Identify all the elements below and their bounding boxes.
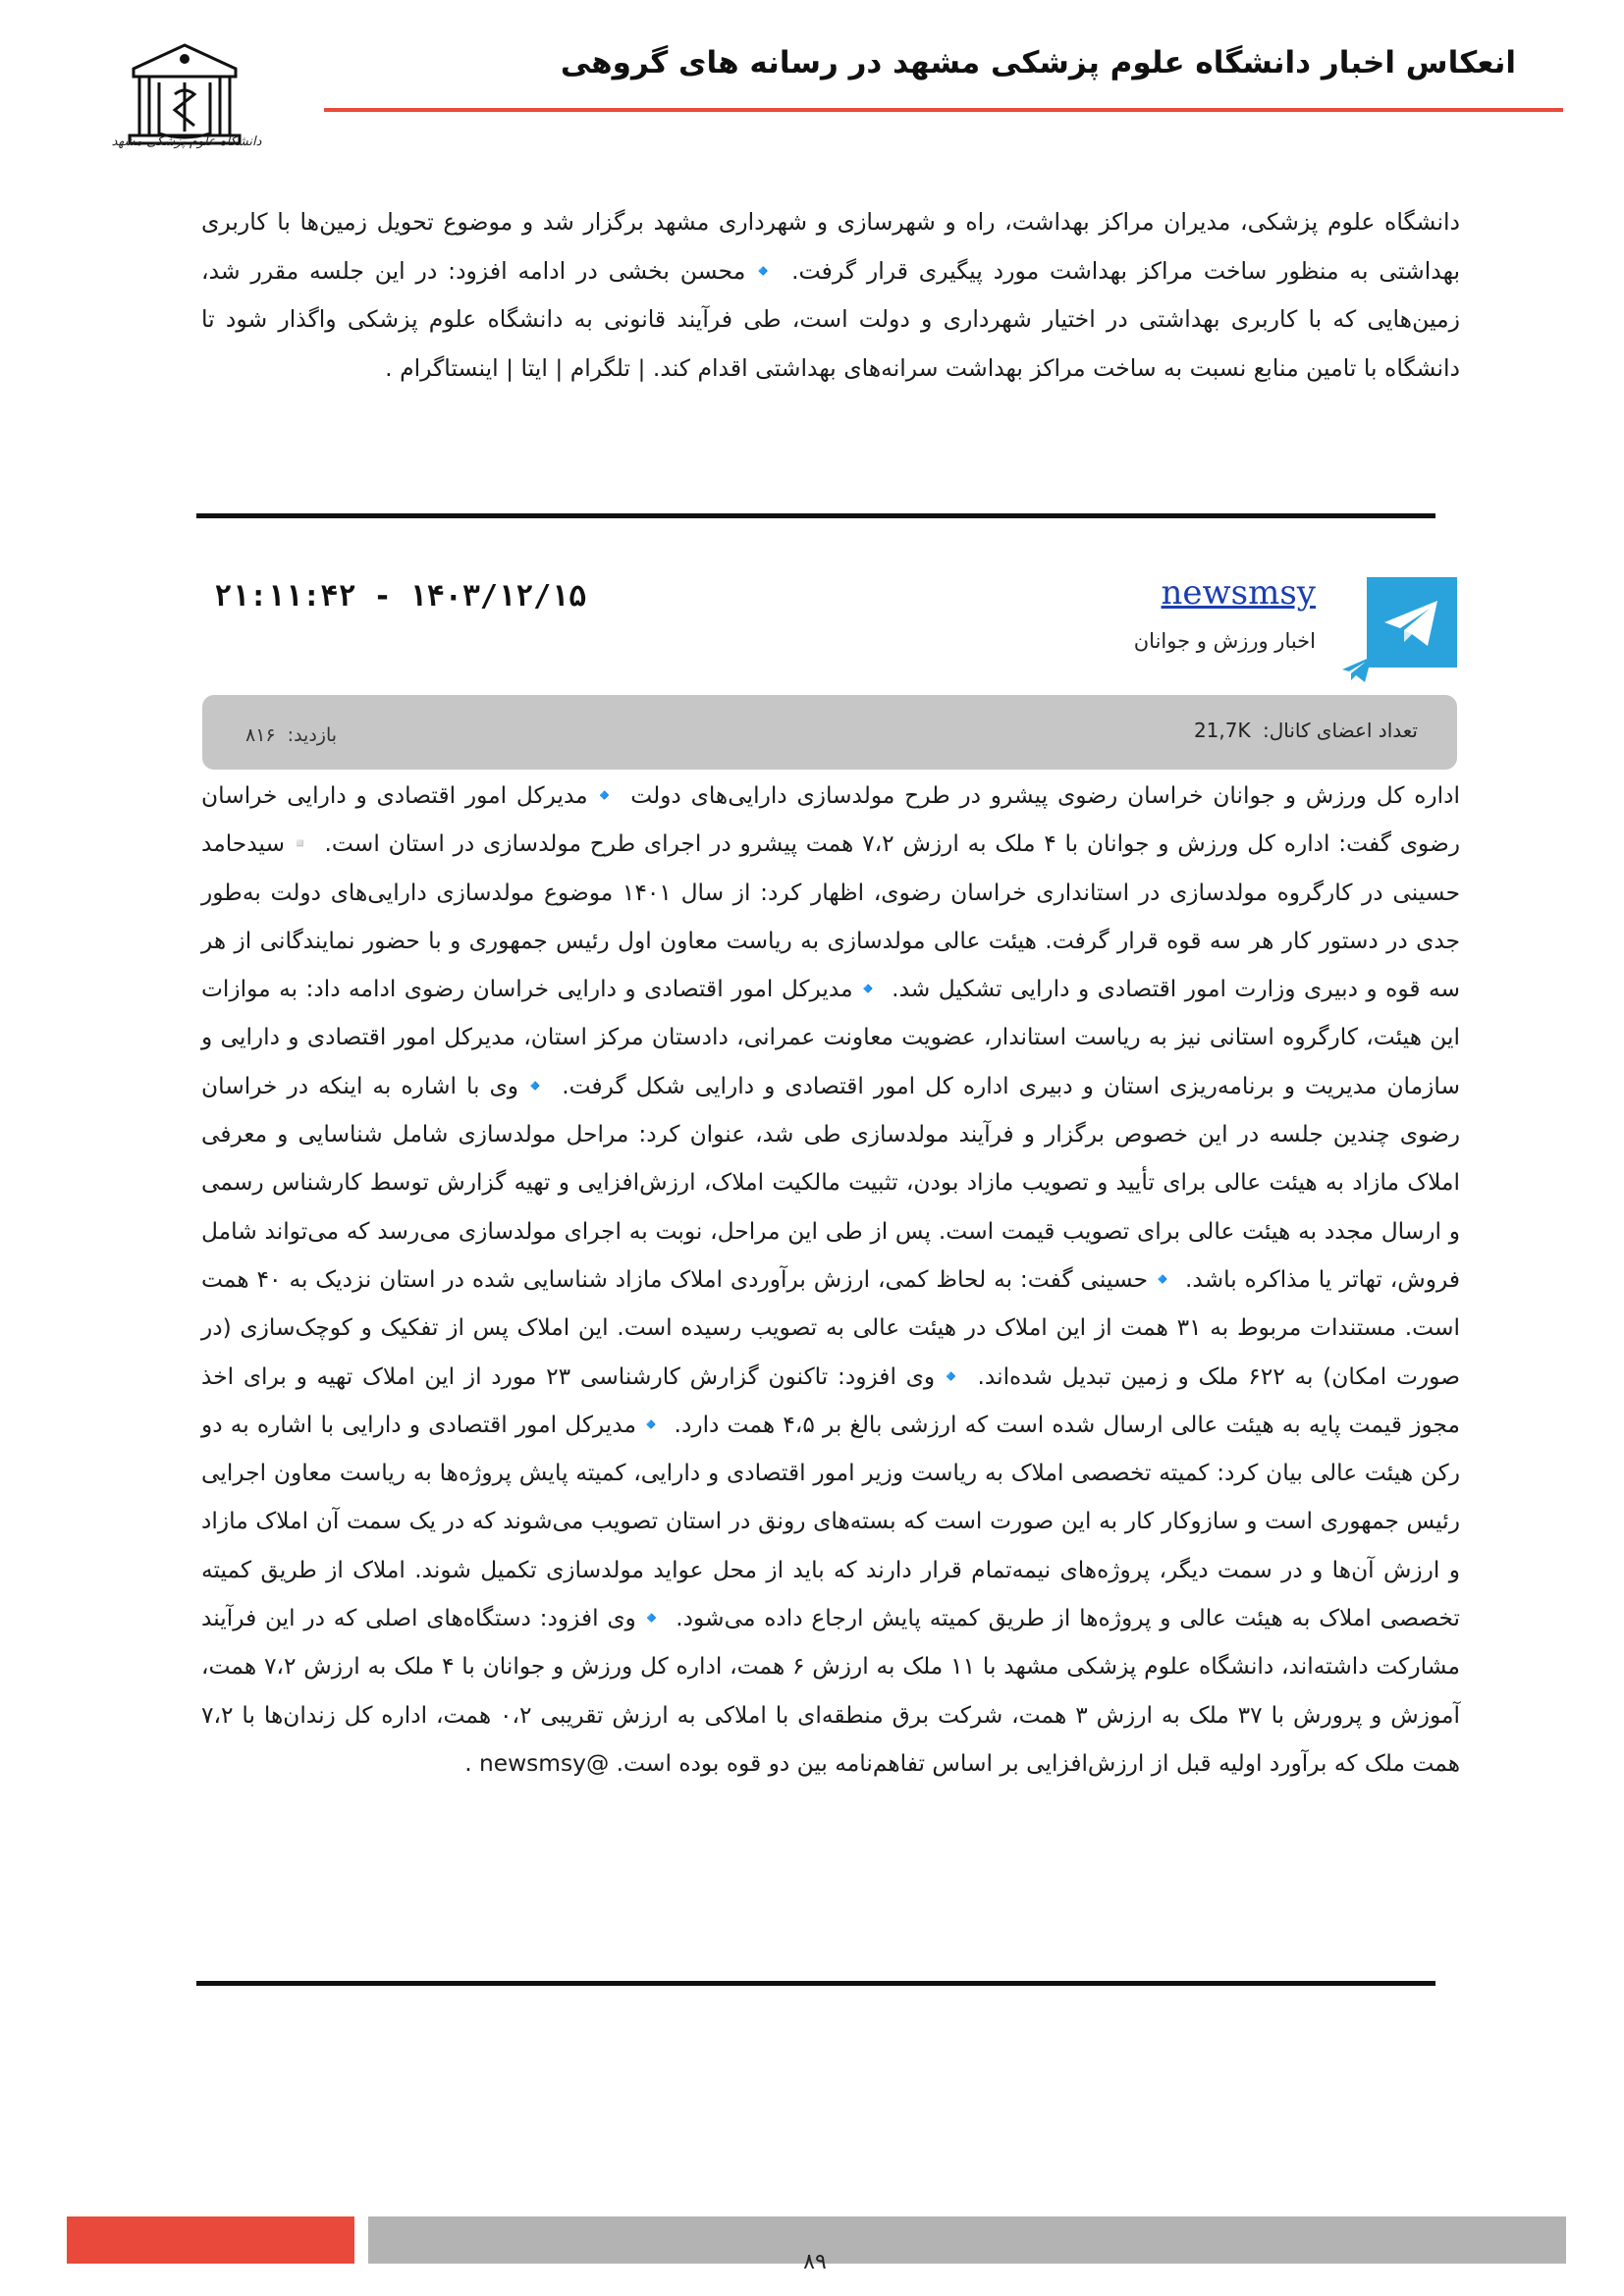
channel-description: اخبار ورزش و جوانان — [1133, 629, 1316, 653]
telegram-plane-icon — [1339, 652, 1375, 687]
page-number: ۸۹ — [803, 2250, 827, 2274]
logo-caption: دانشگاه علوم پزشکی مشهد — [111, 134, 262, 149]
telegram-icon[interactable] — [1367, 577, 1457, 667]
page-title: انعکاس اخبار دانشگاه علوم پزشکی مشهد در رسانه های گروهی — [560, 45, 1516, 80]
views-label: بازدید: — [287, 724, 338, 746]
views-count — [245, 724, 337, 746]
views-value: ۸۱۶ — [245, 724, 276, 746]
members-label: تعداد اعضای کانال: — [1262, 719, 1418, 742]
members-count — [1194, 719, 1418, 742]
channel-name-link[interactable]: newsmsy — [1161, 573, 1316, 613]
channel-stats-bar — [202, 695, 1457, 770]
members-value: 21,7K — [1193, 719, 1251, 742]
post-separator — [196, 513, 1435, 518]
header-rule — [324, 108, 1563, 112]
post-body-text: اداره کل ورزش و جوانان خراسان رضوی پیشرو در طرح مولدسازی دارایی‌های دولت 🔹مدیرکل امور اقتصادی و دارایی خراسان رضوی گفت: اداره کل ورزش و جوانان با ۴ ملک به ارزش ۷،۲ همت پیشرو در اجرای طرح مولدسازی در استان است. ▫️سیدحامد حسینی در کارگروه مولدسازی در استانداری خراسان رضوی، اظهار کرد: از سال ۱۴۰۱ موضوع مولدسازی دارایی‌های دولت به‌طور جدی در دستور کار هر سه قوه قرار گرفت. هیئت عالی مولدسازی به ریاست معاون اول رئیس جمهوری و با حضور نمایندگانی از هر سه قوه و دبیری وزارت امور اقتصادی و دارایی تشکیل شد. 🔹مدیرکل امور اقتصادی و دارایی خراسان رضوی ادامه داد: به موازات این هیئت، کارگروه استانی نیز به ریاست استاندار، عضویت معاونت عمرانی، دادستان مرکز استان، مدیرکل امور اقتصادی و دارایی و سازمان مدیریت و برنامه‌ریزی استان و دبیری اداره کل امور اقتصادی و دارایی شکل گرفت. 🔹وی با اشاره به اینکه در خراسان رضوی چندین جلسه در این خصوص برگزار و فرآیند مولدسازی طی شد، عنوان کرد: مراحل مولدسازی شامل شناسایی و معرفی املاک مازاد به هیئت عالی برای تأیید و تصویب مازاد بودن، تثبیت مالکیت املاک، ارزش‌افزایی و تهیه گزارش توسط کارشناس رسمی و ارسال مجدد به هیئت عالی برای تصویب قیمت است. پس از طی این مراحل، نوبت به اجرای مولدسازی می‌رسد که می‌تواند شامل فروش، تهاتر یا مذاکره باشد. 🔹حسینی گفت: به لحاظ کمی، ارزش برآوردی املاک مازاد شناسایی شده در استان نزدیک به ۴۰ همت است. مستندات مربوط به ۳۱ همت از این املاک در هیئت عالی به تصویب رسیده است. این املاک پس از تفکیک و کوچک‌سازی (در صورت امکان) به ۶۲۲ ملک و زمین تبدیل شده‌اند. 🔹وی افزود: تاکنون گزارش کارشناسی ۲۳ مورد از این املاک تهیه و برای اخذ مجوز قیمت پایه به هیئت عالی ارسال شده است که ارزشی بالغ بر ۴،۵ همت دارد. 🔹مدیرکل امور اقتصادی و دارایی با اشاره به دو رکن هیئت عالی بیان کرد: کمیته تخصصی املاک به ریاست وزیر امور اقتصادی و دارایی، کمیته پایش پروژه‌ها به ریاست معاون اجرایی رئیس جمهوری است و سازوکار کار به این صورت است که بسته‌های رونق در استان تصویب می‌شوند که در یک سمت آن املاک مازاد و ارزش آن‌ها و در سمت دیگر، پروژه‌های نیمه‌تمام قرار دارند که باید از محل عواید مولدسازی تکمیل شوند. املاک از طریق کمیته تخصصی املاک به هیئت عالی و پروژه‌ها از طریق کمیته پایش ارجاع داده می‌شود. 🔹وی افزود: دستگاه‌های اصلی که در این فرآیند مشارکت داشته‌اند، دانشگاه علوم پزشکی مشهد با ۱۱ ملک به ارزش ۶ همت، اداره کل ورزش و جوانان با ۴ ملک به ارزش ۷،۲ همت، آموزش و پرورش با ۳۷ ملک به ارزش ۳ همت، شرکت برق منطقه‌ای با املاکی به ارزش تقریبی ۰،۲ همت، اداره کل زندان‌ها با ۷،۲ همت ملک که برآورد اولیه قبل از ارزش‌افزایی بر اساس تفاهم‌نامه بین دو قوه بوده است. @newsmsy . — [201, 782, 1460, 1777]
footer-accent-bar — [67, 2216, 354, 2264]
post-separator — [196, 1981, 1435, 1986]
post-datetime: ۱۴۰۳/۱۲/۱۵ - ۲۱:۱۱:۴۲ — [214, 579, 587, 614]
footer-bar — [368, 2216, 1566, 2264]
previous-post-text: دانشگاه علوم پزشکی، مدیران مراکز بهداشت، راه و شهرسازی و شهرداری مشهد برگزار شد و موضوع تحویل زمین‌ها با کاربری بهداشتی به منظور ساخت مراکز بهداشت مورد پیگیری قرار گرفت. 🔹محسن بخشی در ادامه افزود: در این جلسه مقرر شد، زمین‌هایی که با کاربری بهداشتی در اختیار شهرداری و دولت است، طی فرآیند قانونی به دانشگاه علوم پزشکی واگذار شود تا دانشگاه با تامین منابع نسبت به ساخت مراکز بهداشت سرانه‌های بهداشتی اقدام کند. | تلگرام | ایتا | اینستاگرام . — [201, 208, 1460, 382]
